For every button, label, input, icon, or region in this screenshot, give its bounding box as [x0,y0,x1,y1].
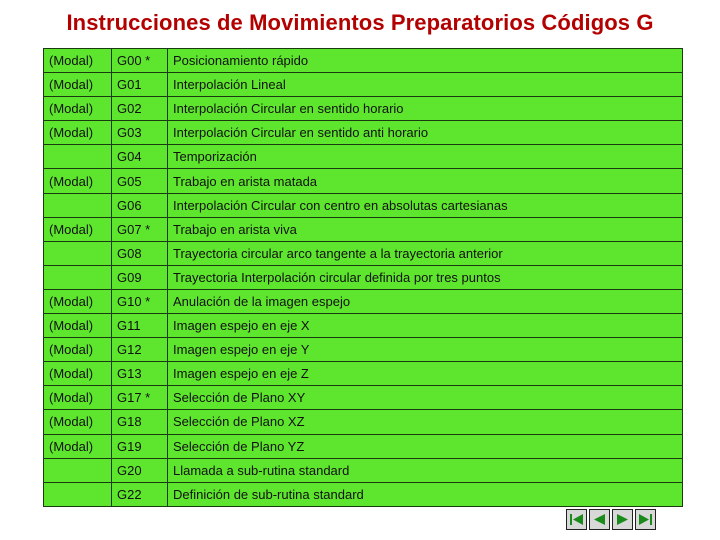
description-cell: Selección de Plano YZ [168,434,683,458]
table-row [44,386,683,410]
table-row [44,97,683,121]
code-cell: G01 [112,73,168,97]
description-cell: Imagen espejo en eje Z [168,362,683,386]
modal-cell: (Modal) [44,434,112,458]
table-row [44,49,683,73]
table-row [44,410,683,434]
modal-cell: (Modal) [44,97,112,121]
last-slide-icon [638,513,653,526]
code-cell: G04 [112,145,168,169]
description-cell: Selección de Plano XZ [168,410,683,434]
description-cell: Anulación de la imagen espejo [168,289,683,313]
code-cell: G18 [112,410,168,434]
table-row [44,289,683,313]
modal-cell [44,458,112,482]
description-cell: Imagen espejo en eje X [168,314,683,338]
modal-cell: (Modal) [44,362,112,386]
code-cell: G13 [112,362,168,386]
code-cell: G12 [112,338,168,362]
table-row [44,265,683,289]
modal-cell [44,145,112,169]
description-cell: Selección de Plano XY [168,386,683,410]
gcode-table [43,48,683,507]
last-slide-button[interactable] [635,509,656,530]
description-cell: Interpolación Lineal [168,73,683,97]
table-row [44,169,683,193]
code-cell: G00 * [112,49,168,73]
description-cell: Interpolación Circular con centro en absolutas cartesianas [168,193,683,217]
modal-cell: (Modal) [44,73,112,97]
description-cell: Interpolación Circular en sentido horario [168,97,683,121]
table-row [44,338,683,362]
table-row [44,145,683,169]
table-row [44,193,683,217]
code-cell: G17 * [112,386,168,410]
code-cell: G20 [112,458,168,482]
previous-slide-button[interactable] [589,509,610,530]
modal-cell [44,241,112,265]
modal-cell: (Modal) [44,289,112,313]
modal-cell [44,193,112,217]
modal-cell: (Modal) [44,49,112,73]
next-slide-button[interactable] [612,509,633,530]
code-cell: G06 [112,193,168,217]
table-row [44,482,683,506]
description-cell: Llamada a sub-rutina standard [168,458,683,482]
modal-cell: (Modal) [44,217,112,241]
description-cell: Trabajo en arista viva [168,217,683,241]
first-slide-icon [569,513,584,526]
code-cell: G05 [112,169,168,193]
table-row [44,362,683,386]
modal-cell: (Modal) [44,121,112,145]
table-row [44,458,683,482]
next-slide-icon [615,513,630,526]
code-cell: G22 [112,482,168,506]
table-row [44,434,683,458]
code-cell: G19 [112,434,168,458]
page-title: Instrucciones de Movimientos Preparatorios Códigos G [66,10,654,35]
description-cell: Temporización [168,145,683,169]
description-cell: Trayectoria Interpolación circular definida por tres puntos [168,265,683,289]
code-cell: G09 [112,265,168,289]
table-row [44,314,683,338]
modal-cell: (Modal) [44,338,112,362]
modal-cell: (Modal) [44,410,112,434]
table-row [44,121,683,145]
description-cell: Posicionamiento rápido [168,49,683,73]
description-cell: Trabajo en arista matada [168,169,683,193]
description-cell: Interpolación Circular en sentido anti horario [168,121,683,145]
table-row [44,241,683,265]
slide-navigation [566,509,656,530]
code-cell: G07 * [112,217,168,241]
description-cell: Imagen espejo en eje Y [168,338,683,362]
code-cell: G11 [112,314,168,338]
modal-cell [44,482,112,506]
code-cell: G02 [112,97,168,121]
modal-cell: (Modal) [44,169,112,193]
code-cell: G10 * [112,289,168,313]
table-row [44,73,683,97]
modal-cell: (Modal) [44,386,112,410]
code-cell: G08 [112,241,168,265]
first-slide-button[interactable] [566,509,587,530]
modal-cell [44,265,112,289]
code-cell: G03 [112,121,168,145]
description-cell: Definición de sub-rutina standard [168,482,683,506]
table-row [44,217,683,241]
description-cell: Trayectoria circular arco tangente a la trayectoria anterior [168,241,683,265]
previous-slide-icon [592,513,607,526]
modal-cell: (Modal) [44,314,112,338]
